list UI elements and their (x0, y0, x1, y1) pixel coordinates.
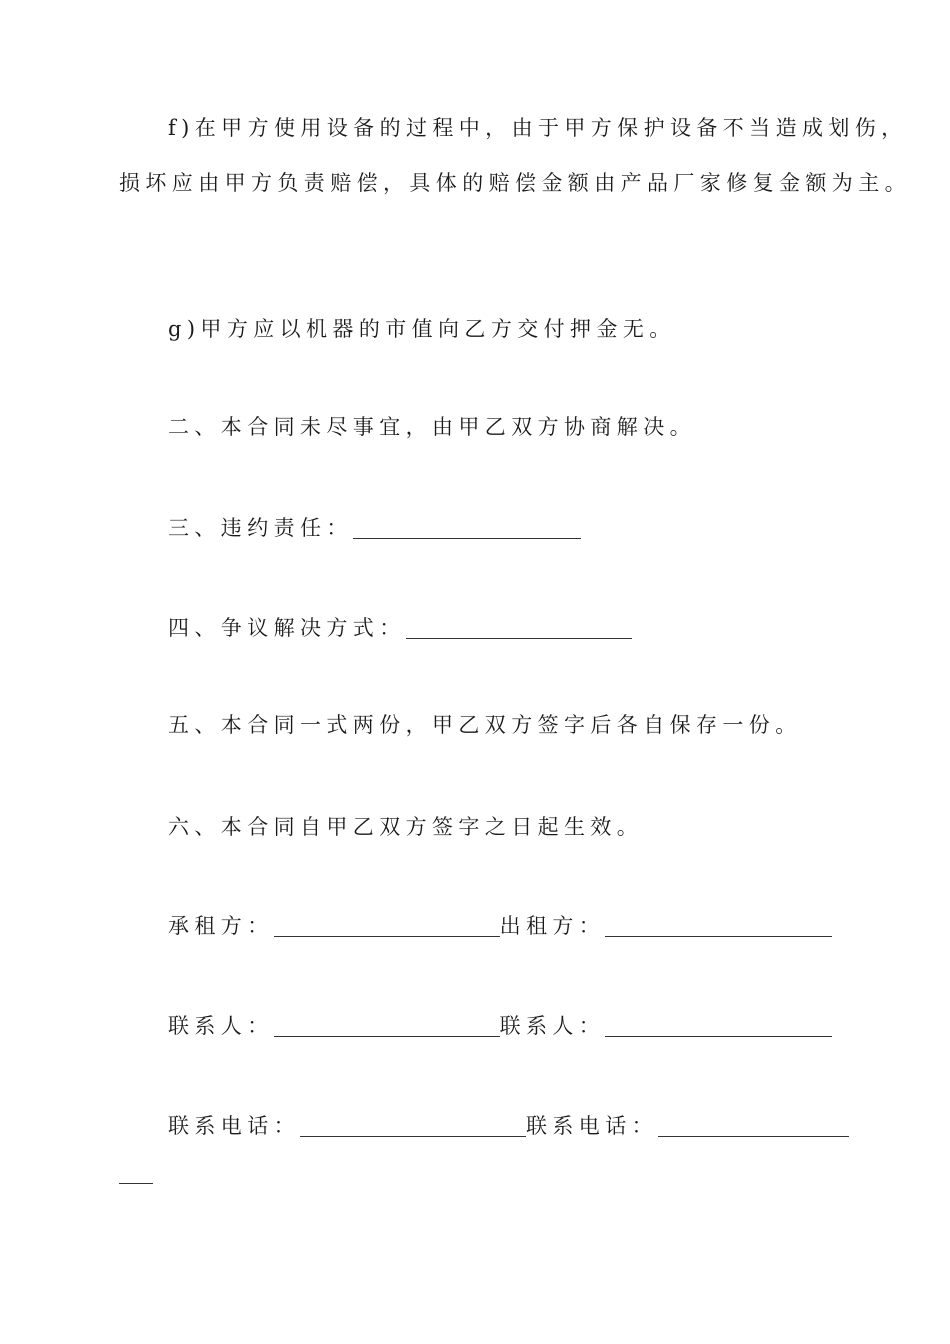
signature-row-phones (168, 1113, 849, 1139)
breach-liability-blank[interactable] (353, 518, 581, 539)
phone-blank-continuation (119, 1183, 153, 1184)
contact-blank-b[interactable] (605, 1016, 832, 1037)
clause-five: 五、本合同一式两份，甲乙双方签字后各自保存一份。 (168, 713, 802, 737)
phone-label-a: 联系电话： (168, 1114, 300, 1138)
signature-row-parties (168, 913, 832, 939)
signature-row-contacts (168, 1013, 832, 1039)
phone-blank-a[interactable] (300, 1116, 526, 1137)
lessee-blank[interactable] (274, 916, 500, 937)
lessor-label: 出租方： (499, 914, 606, 938)
phone-blank-b[interactable] (658, 1116, 849, 1137)
clause-three-label: 三、违约责任： (168, 516, 353, 540)
clause-f-line-2: 损坏应由甲方负责赔偿，具体的赔偿金额由产品厂家修复金额为主。 (119, 171, 911, 195)
clause-three (168, 515, 581, 541)
clause-six: 六、本合同自甲乙双方签字之日起生效。 (168, 815, 644, 839)
lessee-label: 承租方： (168, 914, 274, 938)
clause-four (168, 615, 632, 641)
contact-label-b: 联系人： (499, 1014, 606, 1038)
phone-label-b: 联系电话： (526, 1114, 658, 1138)
lessor-blank[interactable] (605, 916, 832, 937)
clause-f-line-1: f)在甲方使用设备的过程中，由于甲方保护设备不当造成划伤， (168, 116, 908, 140)
dispute-resolution-blank[interactable] (406, 618, 632, 639)
clause-two: 二、本合同未尽事宜，由甲乙双方协商解决。 (168, 415, 696, 439)
contact-label-a: 联系人： (168, 1014, 274, 1038)
clause-g: g)甲方应以机器的市值向乙方交付押金无。 (168, 317, 676, 341)
clause-four-label: 四、争议解决方式： (168, 616, 406, 640)
contact-blank-a[interactable] (274, 1016, 500, 1037)
